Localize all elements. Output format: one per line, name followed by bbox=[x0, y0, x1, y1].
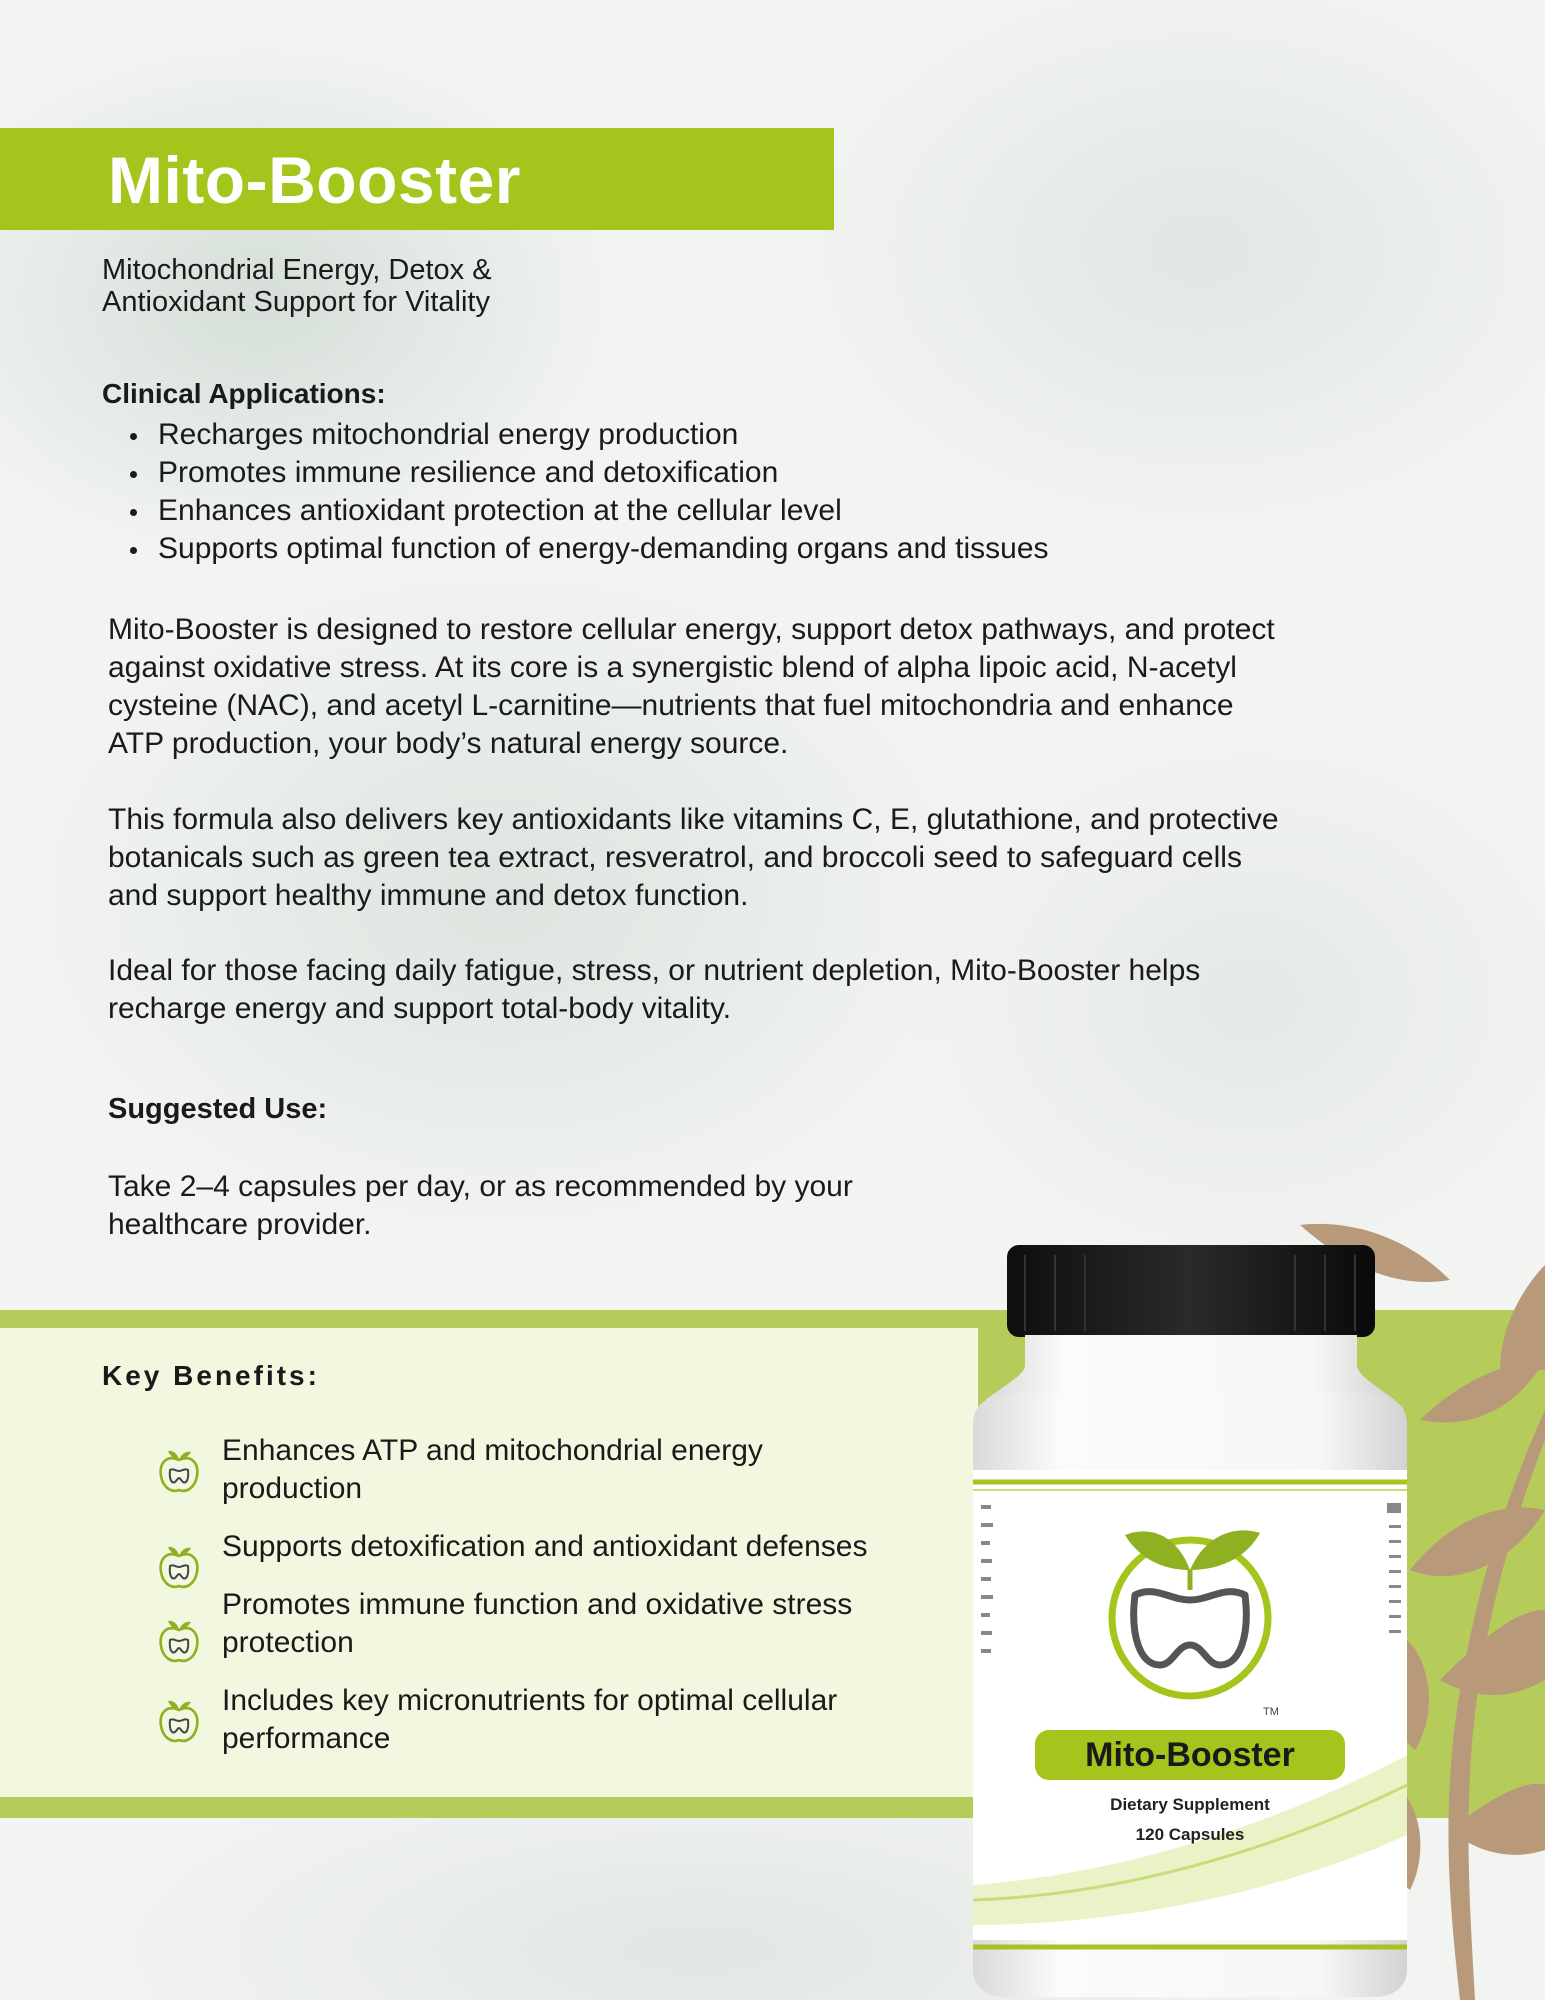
label-capsule-count: 120 Capsules bbox=[1135, 1825, 1245, 1844]
apple-leaf-icon bbox=[156, 1446, 202, 1496]
benefit-text: Supports detoxification and antioxidant defenses bbox=[222, 1530, 868, 1563]
suggested-use-text bbox=[108, 1168, 1408, 1244]
description-paragraph-3 bbox=[108, 952, 1408, 1028]
clinical-applications-heading: Clinical Applications: bbox=[102, 378, 386, 409]
benefit-text: protection bbox=[222, 1626, 354, 1659]
text-line: botanicals such as green tea extract, resveratrol, and broccoli seed to safeguard cells bbox=[108, 841, 1242, 874]
benefit-text: production bbox=[222, 1472, 363, 1505]
subtitle bbox=[102, 254, 662, 318]
description-paragraph-2 bbox=[108, 801, 1408, 915]
bullet-icon bbox=[130, 433, 137, 440]
list-item-text: Promotes immune resilience and detoxification bbox=[158, 456, 779, 489]
bottle-cap bbox=[1007, 1245, 1375, 1337]
benefit-text: Promotes immune function and oxidative stress bbox=[222, 1588, 853, 1621]
apple-leaf-icon bbox=[156, 1696, 202, 1746]
page-title: Mito-Booster bbox=[108, 143, 521, 217]
text-line: This formula also delivers key antioxidants like vitamins C, E, glutathione, and protective bbox=[108, 803, 1279, 836]
list-item bbox=[122, 454, 1049, 492]
bullet-icon bbox=[130, 547, 137, 554]
benefit-text: performance bbox=[222, 1722, 391, 1755]
label-dietary-supplement: Dietary Supplement bbox=[1110, 1795, 1270, 1814]
product-bottle bbox=[955, 1235, 1425, 2000]
list-item bbox=[122, 416, 1049, 454]
text-line: cysteine (NAC), and acetyl L-carnitine—nutrients that fuel mitochondria and enhance bbox=[108, 689, 1234, 722]
text-line: recharge energy and support total-body vitality. bbox=[108, 992, 732, 1025]
bullet-icon bbox=[130, 471, 137, 478]
label-name: Mito-Booster bbox=[1085, 1736, 1295, 1774]
list-item bbox=[122, 530, 1049, 568]
trademark: TM bbox=[1263, 1706, 1279, 1718]
text-line: Ideal for those facing daily fatigue, stress, or nutrient depletion, Mito-Booster helps bbox=[108, 954, 1201, 987]
apple-leaf-icon bbox=[156, 1616, 202, 1666]
clinical-applications-list bbox=[122, 416, 1049, 568]
apple-leaf-icon bbox=[156, 1542, 202, 1592]
list-item bbox=[122, 492, 1049, 530]
subtitle-line: Antioxidant Support for Vitality bbox=[102, 286, 490, 318]
benefit-text: Includes key micronutrients for optimal cellular bbox=[222, 1684, 838, 1717]
text-line: Mito-Booster is designed to restore cellular energy, support detox pathways, and protect bbox=[108, 613, 1275, 646]
suggested-use-heading: Suggested Use: bbox=[108, 1093, 328, 1125]
list-item-text: Enhances antioxidant protection at the cellular level bbox=[158, 494, 842, 527]
text-line: and support healthy immune and detox function. bbox=[108, 879, 749, 912]
subtitle-line: Mitochondrial Energy, Detox & bbox=[102, 254, 492, 286]
key-benefits-heading: Key Benefits: bbox=[102, 1360, 320, 1391]
text-line: ATP production, your body’s natural energy source. bbox=[108, 727, 789, 760]
text-line: against oxidative stress. At its core is a synergistic blend of alpha lipoic acid, N-acetyl bbox=[108, 651, 1237, 684]
bullet-icon bbox=[130, 509, 137, 516]
description-paragraph-1 bbox=[108, 611, 1408, 763]
benefit-text: Enhances ATP and mitochondrial energy bbox=[222, 1434, 763, 1467]
text-line: healthcare provider. bbox=[108, 1208, 372, 1241]
list-item-text: Recharges mitochondrial energy production bbox=[158, 418, 739, 451]
text-line: Take 2–4 capsules per day, or as recommended by your bbox=[108, 1170, 853, 1203]
list-item-text: Supports optimal function of energy-demanding organs and tissues bbox=[158, 532, 1049, 565]
